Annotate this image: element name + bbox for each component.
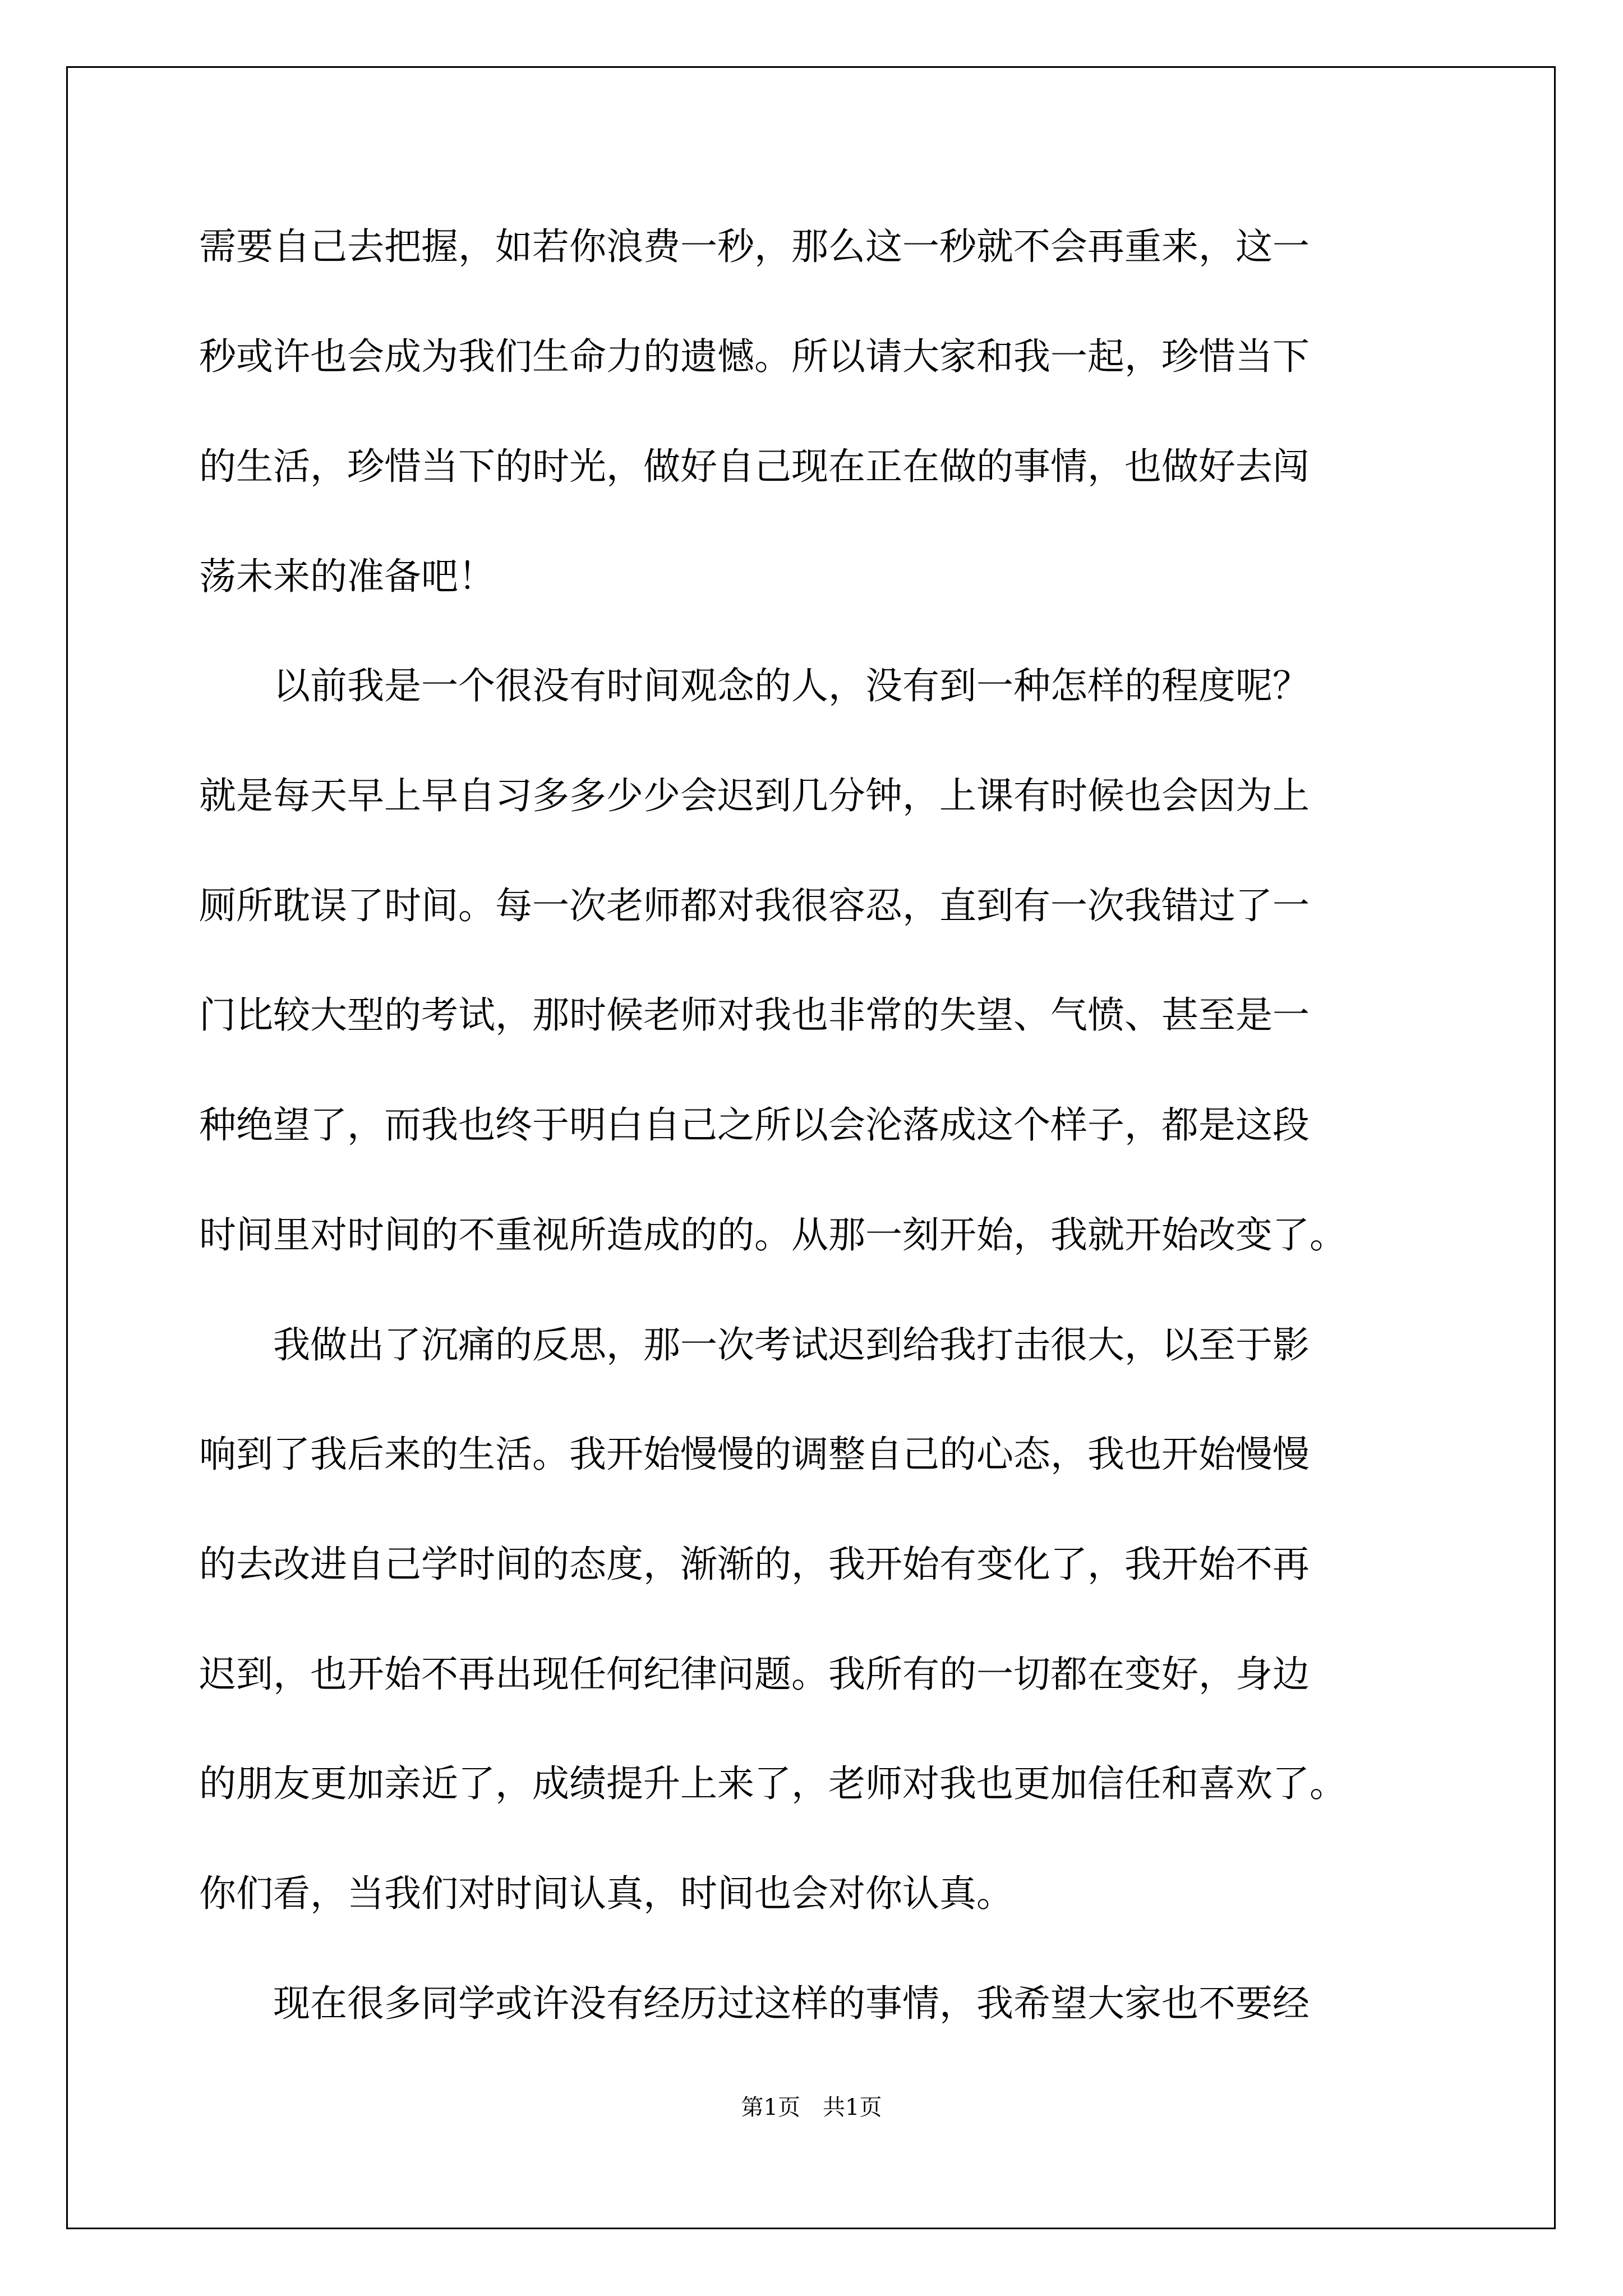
text-line: 需要自己去把握，如若你浪费一秒，那么这一秒就不会再重来，这一 [199,225,1310,268]
page-footer: 第1页 共1页 [741,2095,882,2120]
text-line: 迟到，也开始不再出现任何纪律问题。我所有的一切都在变好，身边 [199,1653,1310,1696]
text-line: 时间里对时间的不重视所造成的的。从那一刻开始，我就开始改变了。 [199,1213,1347,1257]
text-line: 的朋友更加亲近了，成绩提升上来了，老师对我也更加信任和喜欢了。 [199,1762,1347,1805]
text-line: 我做出了沉痛的反思，那一次考试迟到给我打击很大，以至于影 [199,1323,1310,1366]
text-line: 的生活，珍惜当下的时光，做好自己现在正在做的事情，也做好去闯 [199,445,1310,488]
text-line: 你们看，当我们对时间认真，时间也会对你认真。 [199,1872,1013,1915]
text-line: 就是每天早上早自习多多少少会迟到几分钟，上课有时候也会因为上 [199,774,1310,817]
text-line: 荡未来的准备吧！ [199,555,495,598]
text-line: 秒或许也会成为我们生命力的遗憾。所以请大家和我一起，珍惜当下 [199,335,1310,378]
text-line: 响到了我后来的生活。我开始慢慢的调整自己的心态，我也开始慢慢 [199,1433,1310,1476]
text-line: 门比较大型的考试，那时候老师对我也非常的失望、气愤、甚至是一 [199,993,1310,1037]
text-line: 种绝望了，而我也终于明白自己之所以会沦落成这个样子，都是这段 [199,1103,1310,1147]
text-line: 以前我是一个很没有时间观念的人，没有到一种怎样的程度呢？ [199,664,1310,707]
text-line: 的去改进自己学时间的态度，渐渐的，我开始有变化了，我开始不再 [199,1543,1310,1586]
text-line: 厕所耽误了时间。每一次老师都对我很容忍，直到有一次我错过了一 [199,884,1310,927]
text-line: 现在很多同学或许没有经历过这样的事情，我希望大家也不要经 [199,1982,1310,2025]
